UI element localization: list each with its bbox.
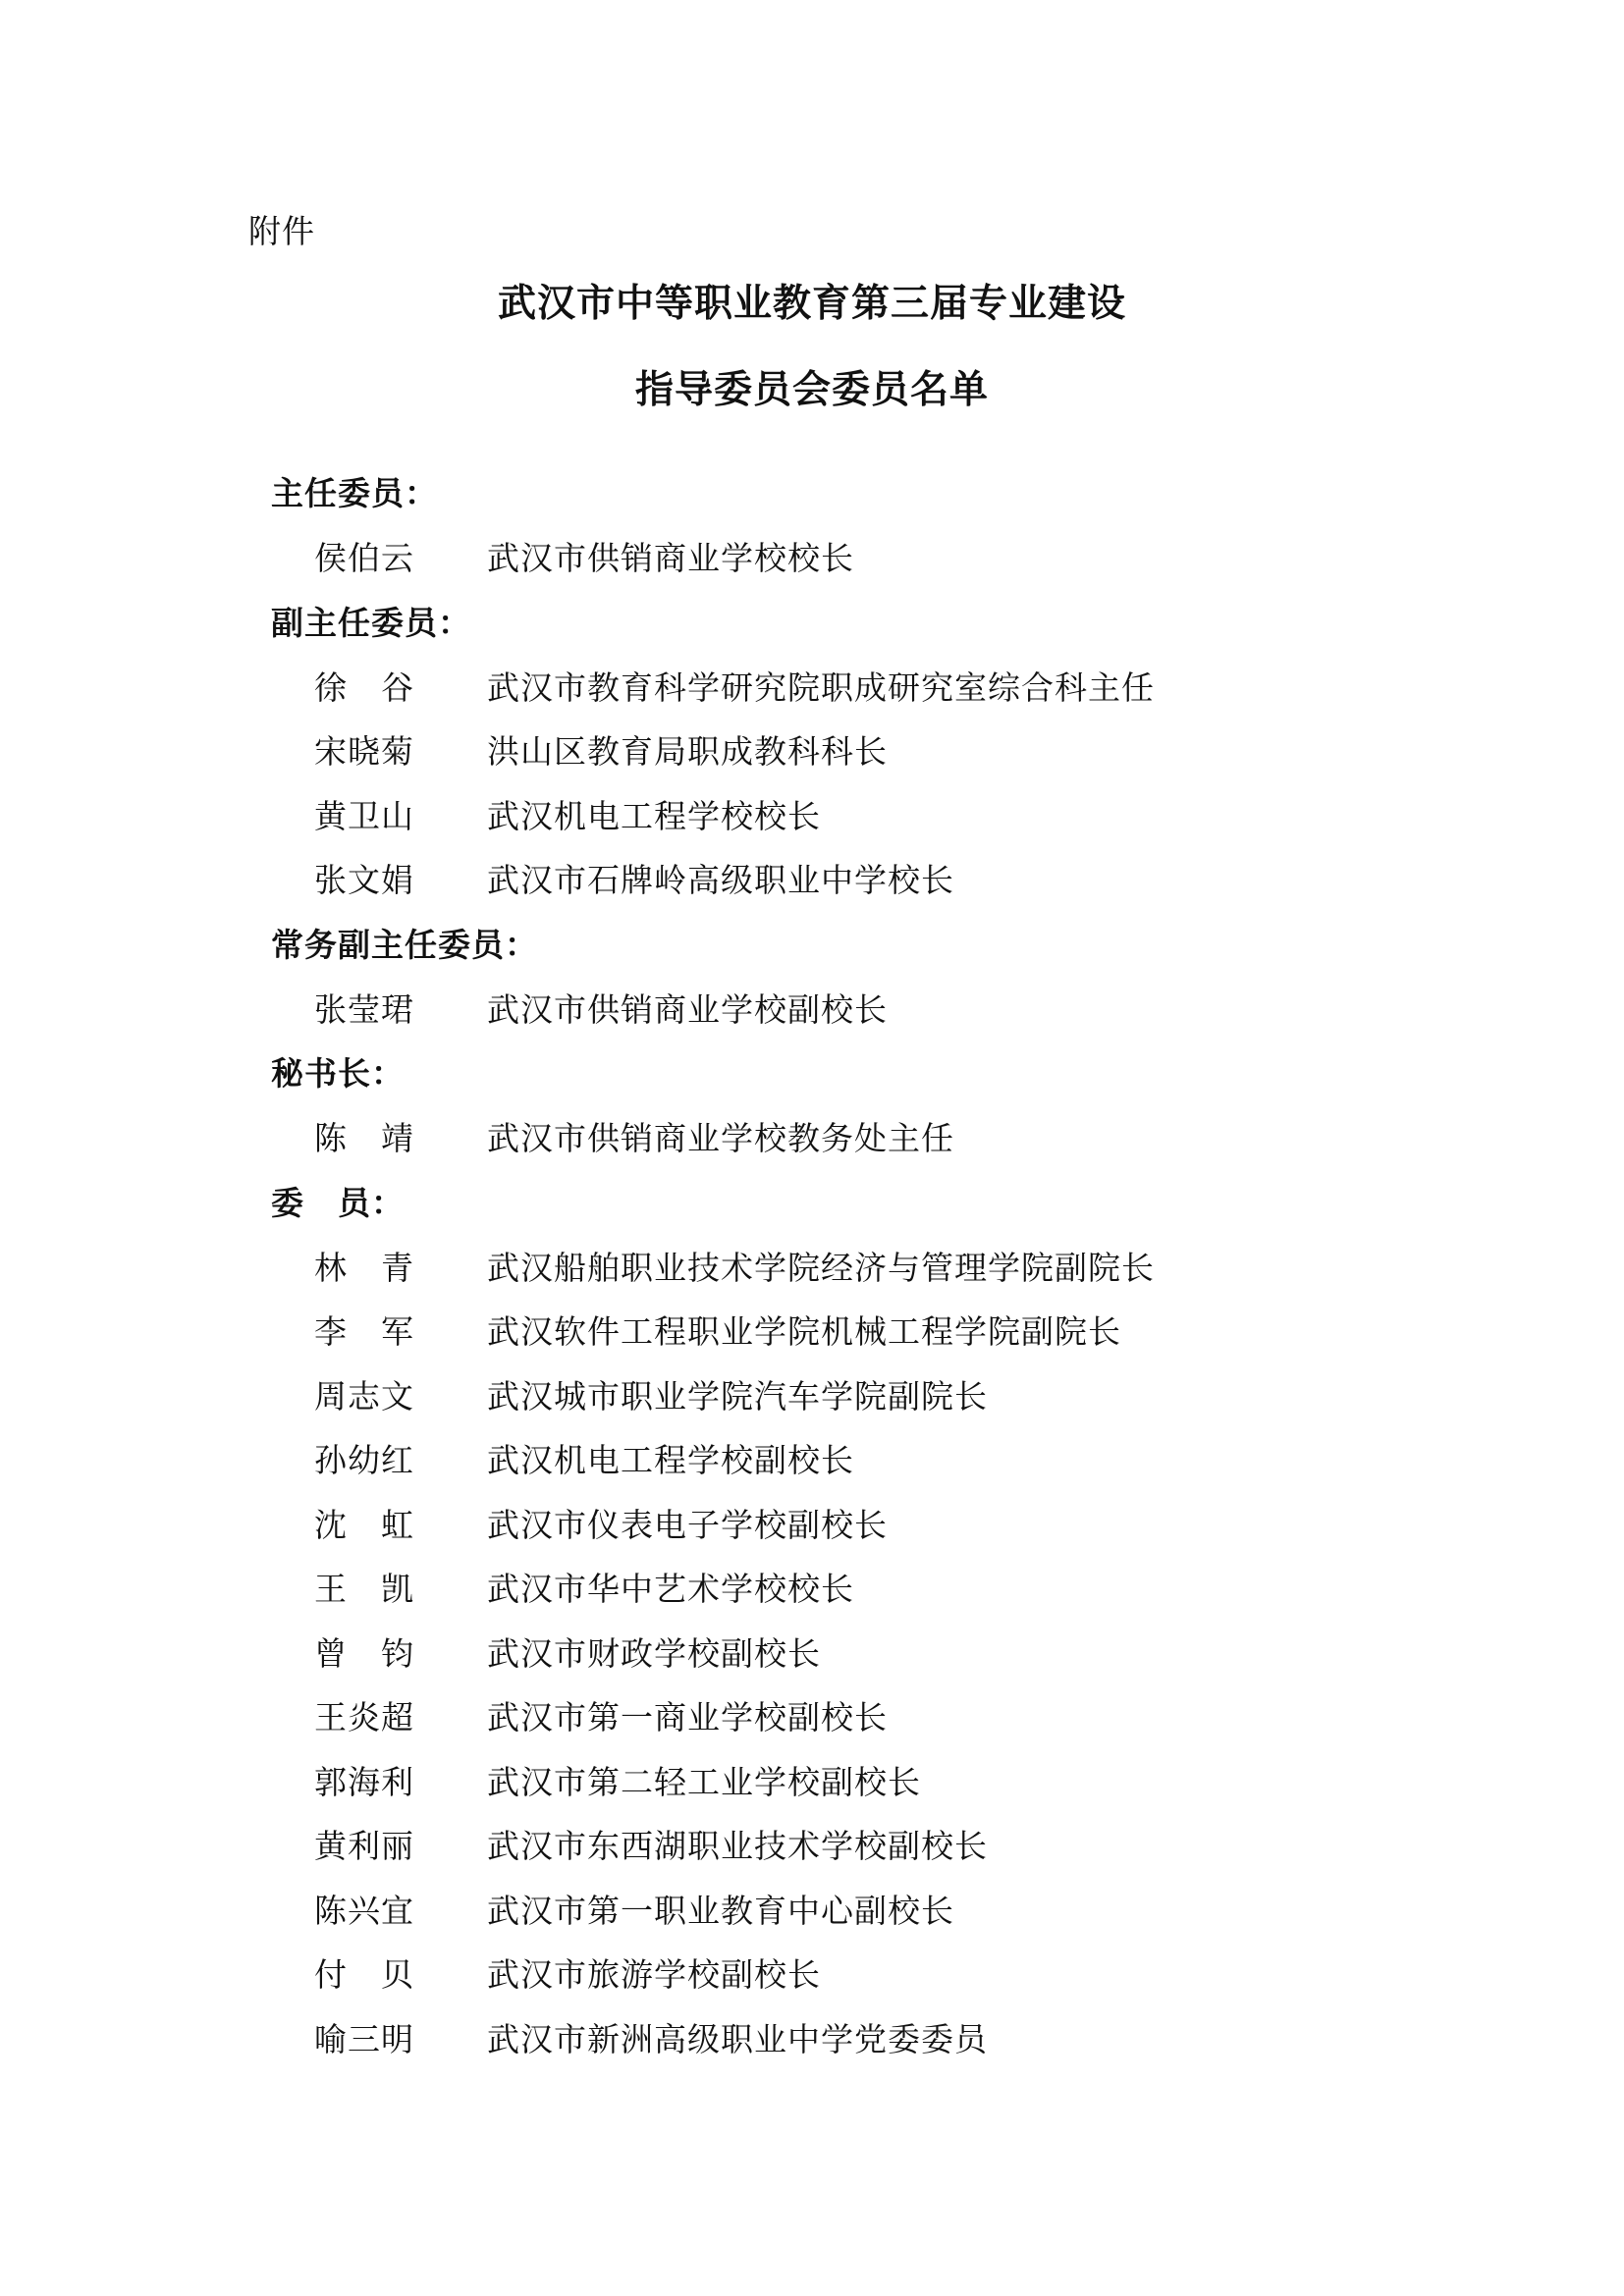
member-row xyxy=(271,1364,1449,1429)
member-row xyxy=(271,526,1449,591)
member-name: 沈 虹 xyxy=(314,1505,414,1544)
member-name: 侯伯云 xyxy=(314,539,414,577)
member-name: 黄卫山 xyxy=(314,796,414,835)
document-title-line-2: 指导委员会委员名单 xyxy=(634,368,989,412)
member-name: 郭海利 xyxy=(314,1762,414,1801)
member-name: 林 青 xyxy=(314,1248,414,1287)
member-name: 宋晓菊 xyxy=(314,732,414,771)
member-section xyxy=(271,1171,1449,2072)
member-row xyxy=(271,1943,1449,2007)
member-position: 武汉市旅游学校副校长 xyxy=(487,1955,821,1994)
member-row xyxy=(271,720,1449,784)
member-row xyxy=(271,1879,1449,1944)
member-name: 陈 靖 xyxy=(314,1119,414,1157)
member-list xyxy=(271,461,1449,2071)
member-section xyxy=(271,913,1449,1042)
section-heading: 主任委员： xyxy=(271,474,438,512)
member-row xyxy=(271,1106,1449,1171)
section-heading: 常务副主任委员： xyxy=(271,925,538,964)
member-position: 武汉市仪表电子学校副校长 xyxy=(487,1505,888,1544)
member-name: 周志文 xyxy=(314,1376,414,1415)
member-name: 黄利丽 xyxy=(314,1827,414,1865)
member-name: 喻三明 xyxy=(314,2019,414,2058)
section-heading: 秘书长： xyxy=(271,1054,405,1093)
section-heading: 委 员： xyxy=(271,1183,405,1222)
member-position: 武汉市供销商业学校教务处主任 xyxy=(487,1119,954,1157)
member-position: 武汉船舶职业技术学院经济与管理学院副院长 xyxy=(487,1248,1155,1287)
member-position: 武汉市第一职业教育中心副校长 xyxy=(487,1891,954,1930)
member-position: 武汉市财政学校副校长 xyxy=(487,1633,821,1673)
member-position: 武汉市教育科学研究院职成研究室综合科主任 xyxy=(487,667,1155,707)
member-position: 武汉市东西湖职业技术学校副校长 xyxy=(487,1827,988,1865)
member-row xyxy=(271,848,1449,913)
document-title-line-1: 武汉市中等职业教育第三届专业建设 xyxy=(497,282,1126,326)
member-row xyxy=(271,1814,1449,1879)
member-row xyxy=(271,978,1449,1042)
member-row xyxy=(271,1428,1449,1493)
member-name: 李 军 xyxy=(314,1312,414,1351)
member-name: 王 凯 xyxy=(314,1570,414,1608)
member-name: 孙幼红 xyxy=(314,1441,414,1479)
member-section xyxy=(271,1041,1449,1171)
member-row xyxy=(271,2007,1449,2072)
member-name: 张文娟 xyxy=(314,861,414,899)
member-row xyxy=(271,656,1449,721)
member-row xyxy=(271,1750,1449,1815)
member-row xyxy=(271,1236,1449,1301)
member-position: 武汉城市职业学院汽车学院副院长 xyxy=(487,1376,988,1415)
member-name: 王炎超 xyxy=(314,1698,414,1736)
member-position: 武汉市华中艺术学校校长 xyxy=(487,1570,854,1608)
member-row xyxy=(271,1685,1449,1750)
member-position: 武汉市新洲高级职业中学党委委员 xyxy=(487,2019,988,2058)
member-position: 武汉市石牌岭高级职业中学校长 xyxy=(487,861,954,899)
member-row xyxy=(271,1300,1449,1364)
member-row xyxy=(271,1493,1449,1558)
member-name: 付 贝 xyxy=(314,1955,414,1994)
section-heading: 副主任委员： xyxy=(271,603,471,642)
member-name: 陈兴宜 xyxy=(314,1891,414,1930)
member-position: 武汉市第一商业学校副校长 xyxy=(487,1698,888,1736)
member-row xyxy=(271,1557,1449,1622)
member-position: 武汉市供销商业学校副校长 xyxy=(487,989,888,1029)
member-position: 洪山区教育局职成教科科长 xyxy=(487,732,888,771)
member-position: 武汉机电工程学校副校长 xyxy=(487,1441,854,1479)
attachment-label: 附件 xyxy=(248,212,315,250)
member-section xyxy=(271,461,1449,591)
member-row xyxy=(271,784,1449,849)
member-name: 徐 谷 xyxy=(314,667,414,707)
member-position: 武汉市供销商业学校校长 xyxy=(487,539,854,577)
member-position: 武汉市第二轻工业学校副校长 xyxy=(487,1762,921,1801)
member-name: 曾 钧 xyxy=(314,1633,414,1673)
member-name: 张莹珺 xyxy=(314,989,414,1029)
member-position: 武汉机电工程学校校长 xyxy=(487,796,821,835)
member-section xyxy=(271,591,1449,913)
member-row xyxy=(271,1622,1449,1686)
member-position: 武汉软件工程职业学院机械工程学院副院长 xyxy=(487,1312,1121,1351)
